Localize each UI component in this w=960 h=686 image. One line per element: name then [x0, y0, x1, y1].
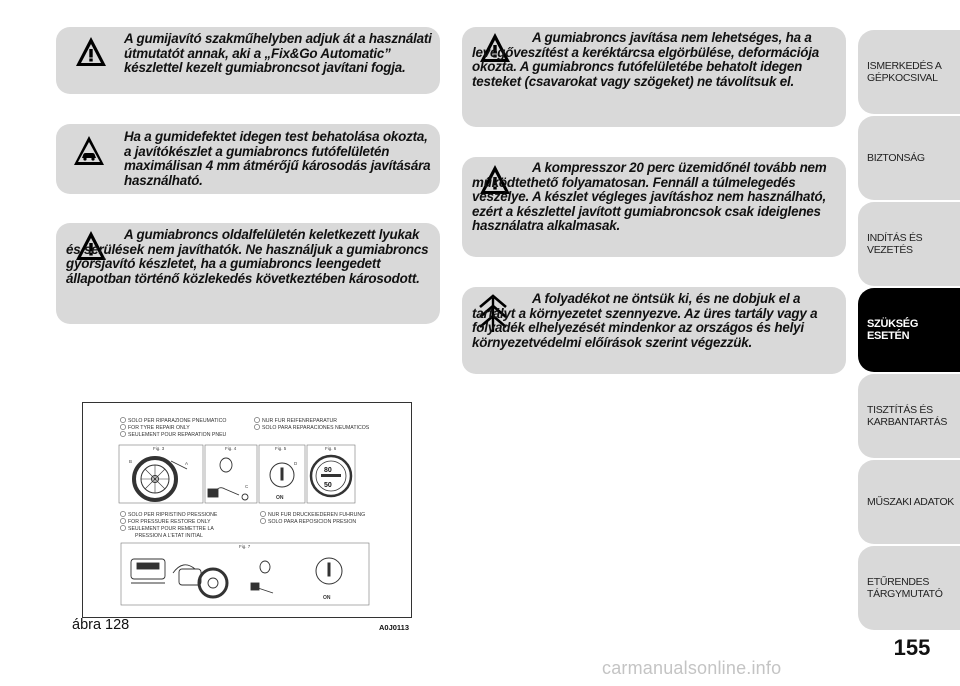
- car-warning-icon: [72, 134, 106, 168]
- on-label: ON: [323, 595, 331, 601]
- speed-badge-drawing: [311, 456, 351, 496]
- note-text: A kompresszor 20 perc üzemidőnél tovább nem működtethető folyamatosan. Fennáll a túlmelegedés veszélye. A készlet végleges javításhoz nem használható, ezért a készlettel javított gumiabroncsok csak ideiglenes használatra alkalmasak.: [472, 160, 827, 234]
- switch-drawing: [270, 463, 294, 487]
- label-line: FOR PRESSURE RESTORE ONLY: [128, 519, 211, 525]
- valve-drawing-2: [251, 561, 273, 593]
- label-line: SOLO PARA REPOSICION PRESION: [268, 519, 357, 525]
- panel-title: Fig. 6: [325, 446, 337, 451]
- switch-drawing-2: [316, 558, 342, 584]
- wheel-drawing: [134, 458, 187, 500]
- speed-bottom: 50: [324, 482, 332, 489]
- tab-inditas[interactable]: [858, 202, 960, 286]
- tab-label: BIZTONSÁG: [867, 152, 925, 164]
- figure-code: A0J0113: [379, 623, 410, 632]
- label-line: SOLO PER RIPRISTINO PRESSIONE: [128, 512, 218, 518]
- panel-title: Fig. 4: [225, 446, 237, 451]
- note-box-fix-and-go: [56, 27, 440, 94]
- note-text: A gumijavító szakműhelyben adjuk át a használati útmutatót annak, aki a „Fix&Go Automatic” készlettel kezelt gumiabroncsot javítani fogja.: [124, 31, 432, 76]
- note-box-sidewall: [56, 223, 440, 324]
- letter-label: A: [185, 461, 189, 466]
- tab-szukseg-eseten[interactable]: [858, 288, 960, 372]
- note-box-environment: [462, 287, 846, 374]
- panel-title: Fig. 5: [275, 446, 287, 451]
- letter-label: D: [294, 461, 298, 466]
- tab-label: MŰSZAKI ADATOK: [867, 496, 955, 508]
- warning-triangle-icon: [74, 35, 108, 69]
- panel-title: Fig. 3: [153, 446, 165, 451]
- tab-tisztitas[interactable]: [858, 374, 960, 458]
- letter-label: C: [245, 484, 249, 489]
- repair-kit-label-figure: [82, 402, 412, 618]
- tab-ismerkedes[interactable]: [858, 30, 960, 114]
- tab-label: ISMERKEDÉS A GÉPKOCSIVAL: [867, 60, 942, 84]
- tab-biztonsag[interactable]: [858, 116, 960, 200]
- label-line: SEULEMENT POUR REPARATION PNEU: [128, 432, 227, 438]
- note-box-repair-limit: [56, 124, 440, 194]
- valve-connector-drawing: [208, 458, 248, 500]
- tab-label: ETŰRENDES TÁRGYMUTATÓ: [867, 576, 943, 600]
- note-text: A gumiabroncs oldalfelületén keletkezett lyukak és sérülések nem javíthatók. Ne használjuk a gumiabroncs gyorsjavító készletet, ha a gumiabroncs leengedett állapotban történő közlekedés következtében károsodott.: [66, 227, 429, 286]
- figure-caption: ábra 128: [72, 617, 130, 633]
- tab-label: SZÜKSÉG ESETÉN: [867, 318, 919, 342]
- note-box-rim-deformation: [462, 27, 846, 127]
- note-text: A gumiabroncs javítása nem lehetséges, ha a levegőveszítést a keréktárcsa elgörbülése, deformációja okozta. A gumiabroncs futófelületébe behatolt idegen testeket (csavarokat vagy szögeket) ne távolítsuk el.: [472, 30, 820, 89]
- tab-targymutato[interactable]: [858, 546, 960, 630]
- fig7-panel: [121, 543, 369, 605]
- label-line: SEULEMENT POUR REMETTRE LA: [128, 526, 214, 532]
- speed-top: 80: [324, 467, 332, 474]
- watermark: carmanualsonline.info: [602, 658, 782, 678]
- label-line: NUR FUR REIFENREPARATUR: [262, 418, 338, 424]
- label-line: PRESSION A L'ETAT INITIAL: [135, 533, 203, 539]
- panel-title: Fig. 7: [239, 544, 251, 549]
- letter-label: B: [129, 459, 133, 464]
- label-line: FOR TYRE REPAIR ONLY: [128, 425, 190, 431]
- label-line: SOLO PARA REPARACIONES NEUMATICOS: [262, 425, 370, 431]
- compressor-drawing: [131, 559, 227, 597]
- tab-label: INDÍTÁS ÉS VEZETÉS: [867, 232, 923, 256]
- label-line: SOLO PER RIPARAZIONE PNEUMATICO: [128, 418, 227, 424]
- on-label: ON: [276, 495, 284, 501]
- note-box-compressor: [462, 157, 846, 257]
- note-text: Ha a gumidefektet idegen test behatolása okozta, a javítókészlet a gumiabroncs futófelületén maximálisan 4 mm átmérőjű károsodás javítására használható.: [124, 129, 431, 188]
- repair-kit-label-illustration: [83, 403, 411, 617]
- page-number: 155: [893, 635, 931, 660]
- label-line: NUR FUR DRUCKEIEDEREN FUHRUNG: [268, 512, 366, 518]
- note-text: A folyadékot ne öntsük ki, és ne dobjuk el a tartályt a környezetet szennyezve. Az üres tartály vagy a folyadék elhelyezését mindenkor az országos és helyi környezetvédelmi előírások szerint végezzük.: [472, 291, 818, 350]
- tab-muszaki-adatok[interactable]: [858, 460, 960, 544]
- tab-label: TISZTÍTÁS ÉS KARBANTARTÁS: [867, 404, 948, 428]
